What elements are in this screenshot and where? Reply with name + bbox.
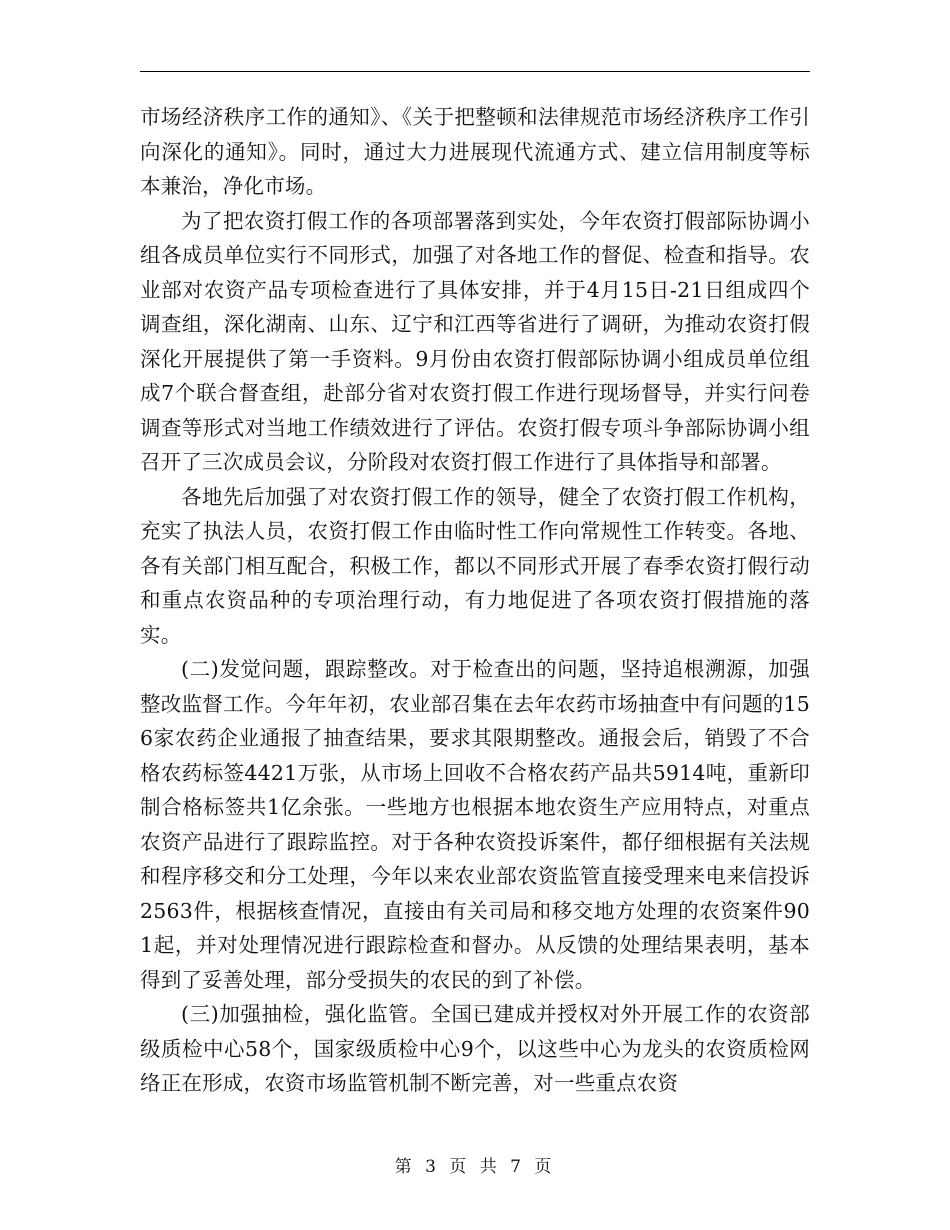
header-rule	[140, 71, 810, 72]
paragraph-3: 各地先后加强了对农资打假工作的领导，健全了农资打假工作机构，充实了执法人员，农资打假工作由临时性工作向常规性工作转变。各地、各有关部门相互配合，积极工作，都以不同形式开展了春季农资打假行动和重点农资品种的专项治理行动，有力地促进了各项农资打假措施的落实。	[140, 484, 810, 647]
document-body	[140, 100, 810, 1101]
paragraph-4: (二)发觉问题，跟踪整改。对于检查出的问题，坚持追根溯源，加强整改监督工作。今年年初，农业部召集在去年农药市场抽查中有问题的156家农药企业通报了抽查结果，要求其限期整改。通报会后，销毁了不合格农药标签4421万张，从市场上回收不合格农药产品共5914吨，重新印制合格标签共1亿余张。一些地方也根据本地农资生产应用特点，对重点农资产品进行了跟踪监控。对于各种农资投诉案件，都仔细根据有关法规和程序移交和分工处理，今年以来农业部农资监管直接受理来电来信投诉2563件，根据核查情况，直接由有关司局和移交地方处理的农资案件901起，并对处理情况进行跟踪检查和督办。从反馈的处理结果表明，基本得到了妥善处理，部分受损失的农民的到了补偿。	[140, 657, 810, 992]
paragraph-2: 为了把农资打假工作的各项部署落到实处，今年农资打假部际协调小组各成员单位实行不同形式，加强了对各地工作的督促、检查和指导。农业部对农资产品专项检查进行了具体安排，并于4月15日-21日组成四个调查组，深化湖南、山东、辽宁和江西等省进行了调研，为推动农资打假深化开展提供了第一手资料。9月份由农资打假部际协调小组成员单位组成7个联合督查组，赴部分省对农资打假工作进行现场督导，并实行问卷调查等形式对当地工作绩效进行了评估。农资打假专项斗争部际协调小组召开了三次成员会议，分阶段对农资打假工作进行了具体指导和部署。	[140, 208, 810, 474]
paragraph-5: (三)加强抽检，强化监管。全国已建成并授权对外开展工作的农资部级质检中心58个，国家级质检中心9个，以这些中心为龙头的农资质检网络正在形成，农资市场监管机制不断完善，对一些重点农资	[140, 1002, 810, 1095]
page-number-footer: 第 3 页 共 7 页	[394, 1157, 556, 1177]
paragraph-1: 市场经济秩序工作的通知》、《关于把整顿和法律规范市场经济秩序工作引向深化的通知》。同时，通过大力进展现代流通方式、建立信用制度等标本兼治，净化市场。	[140, 105, 810, 198]
